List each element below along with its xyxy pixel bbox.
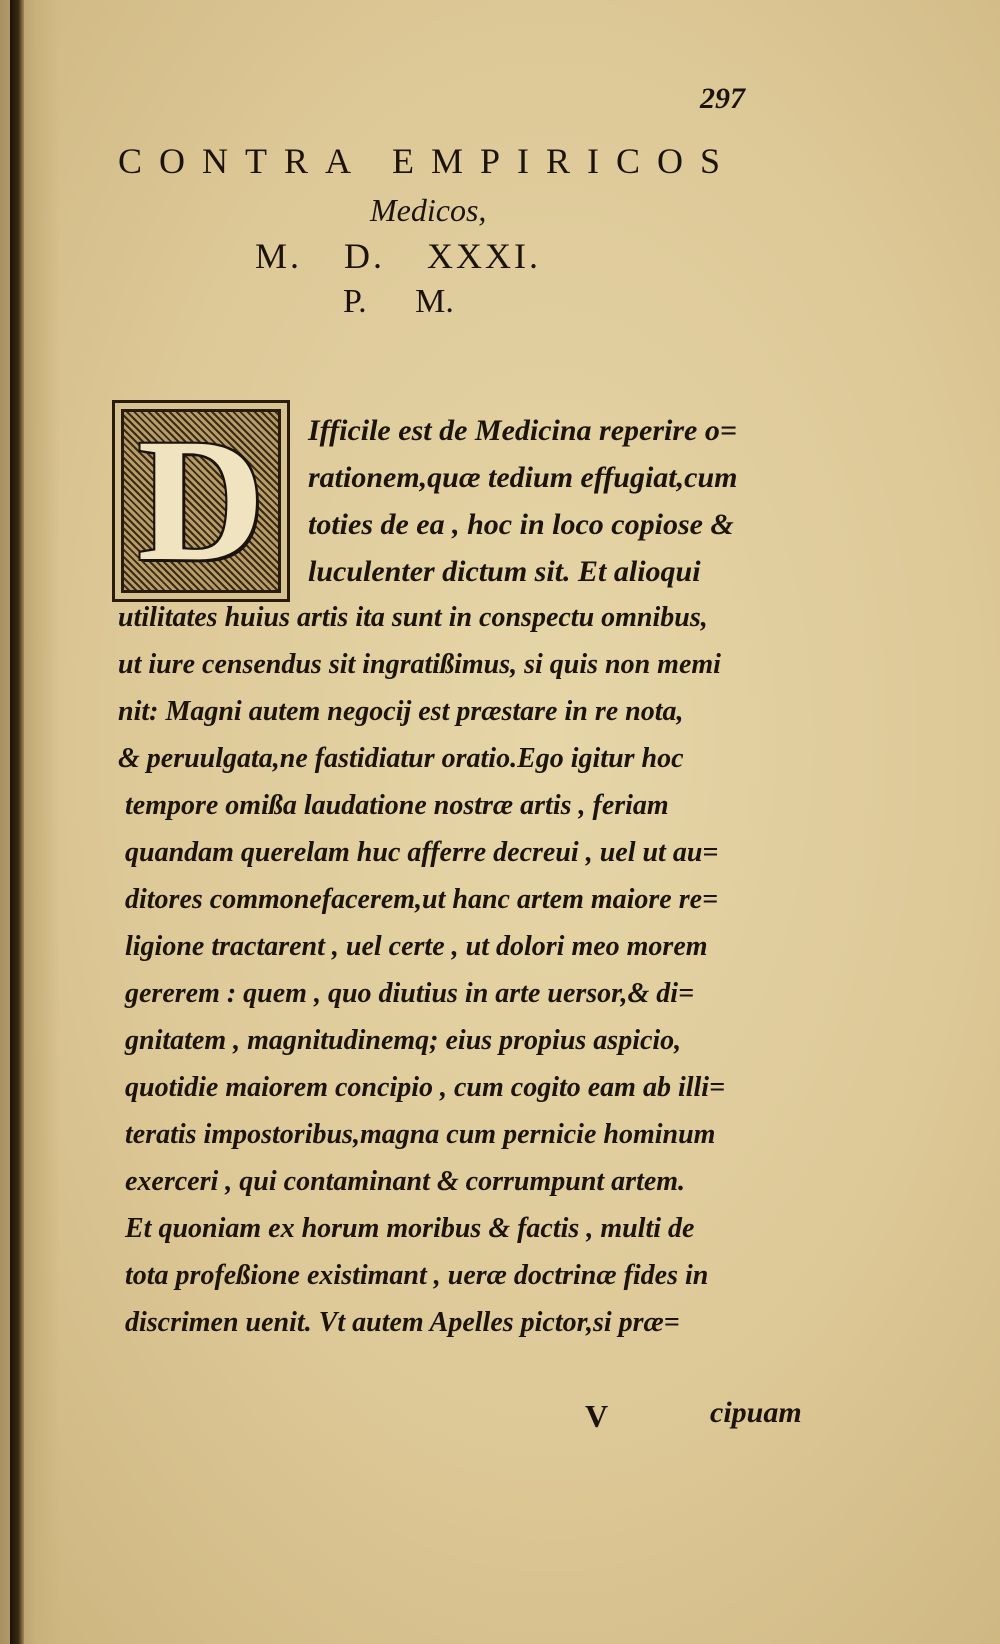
text-line: rationem,quæ tedium effugiat,cum xyxy=(308,461,738,494)
text-line: & peruulgata,ne fastidiatur oratio.Ego igitur hoc xyxy=(118,743,684,774)
decorated-initial xyxy=(112,400,290,602)
page-number: 297 xyxy=(700,82,745,115)
text-line: nit: Magni autem negocij est præstare in re nota, xyxy=(118,696,684,727)
drop-cap-letter: D xyxy=(137,403,265,598)
text-line: ditores commonefacerem,ut hanc artem maiore re= xyxy=(125,884,719,915)
gutter-shadow xyxy=(0,0,60,1644)
text-line: exerceri , qui contaminant & corrumpunt artem. xyxy=(125,1166,686,1197)
text-line: tota profeßione existimant , ueræ doctrinæ fides in xyxy=(125,1260,709,1291)
text-line: utilitates huius artis ita sunt in conspectu omnibus, xyxy=(118,602,708,633)
text-line: Ifficile est de Medicina reperire o= xyxy=(308,414,737,447)
text-line: quandam querelam huc afferre decreui , uel ut au= xyxy=(125,837,719,868)
page-subtitle: Medicos, xyxy=(370,192,487,228)
text-line: teratis impostoribus,magna cum pernicie hominum xyxy=(125,1119,716,1150)
catchword: cipuam xyxy=(710,1396,802,1429)
text-line: Et quoniam ex horum moribus & factis , multi de xyxy=(125,1213,695,1244)
text-line: quotidie maiorem concipio , cum cogito eam ab illi= xyxy=(125,1072,726,1103)
book-spine xyxy=(10,0,24,1644)
text-line: tempore omißa laudatione nostræ artis , feriam xyxy=(125,790,669,821)
text-line: discrimen uenit. Vt autem Apelles pictor,si præ= xyxy=(125,1307,680,1338)
text-line: ligione tractarent , uel certe , ut dolori meo morem xyxy=(125,931,708,962)
text-line: gnitatem , magnitudinemq; eius propius aspicio, xyxy=(125,1025,682,1056)
text-line: luculenter dictum sit. Et alioqui xyxy=(308,555,701,588)
text-line: gererem : quem , quo diutius in arte uersor,& di= xyxy=(125,978,695,1009)
page-title: CONTRA EMPIRICOS xyxy=(118,141,738,181)
signature-mark: V xyxy=(585,1398,609,1434)
text-line: toties de ea , hoc in loco copiose & xyxy=(308,508,734,541)
text-line: ut iure censendus sit ingratißimus, si quis non memi xyxy=(118,649,721,680)
initials-line: P. M. xyxy=(343,283,454,320)
date-line: M. D. XXXI. xyxy=(255,236,541,276)
